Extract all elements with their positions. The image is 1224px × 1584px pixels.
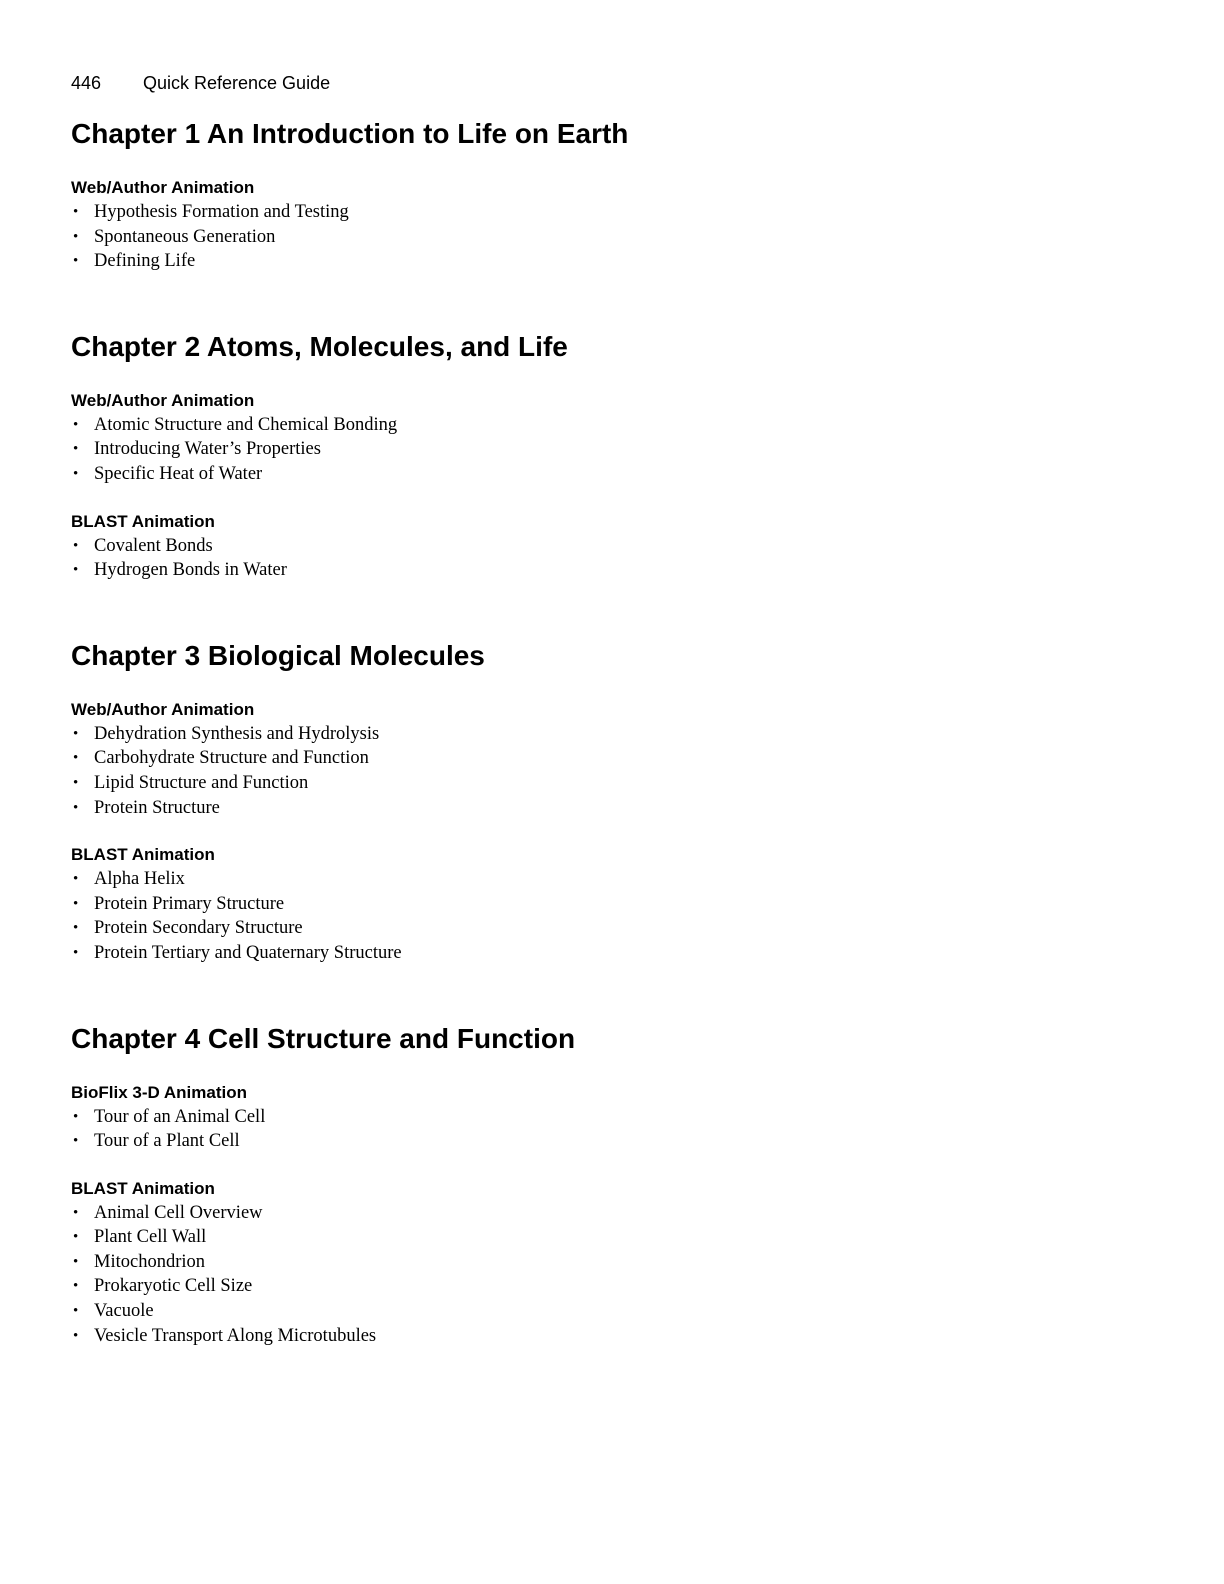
list-item <box>71 1250 1171 1275</box>
bullet-icon: • <box>73 228 79 245</box>
bullet-icon: • <box>73 537 79 554</box>
page-header <box>71 71 330 95</box>
list-item <box>71 1201 1171 1226</box>
animation-section <box>71 510 1171 583</box>
animation-list <box>71 722 1171 820</box>
animation-list <box>71 867 1171 965</box>
running-title: Quick Reference Guide <box>143 73 331 93</box>
animation-section <box>71 1081 1171 1154</box>
bullet-icon: • <box>73 1253 79 1270</box>
list-item-text: Vacuole <box>94 1301 154 1322</box>
bullet-icon: • <box>73 441 79 458</box>
list-item-text: Atomic Structure and Chemical Bonding <box>94 414 398 435</box>
list-item <box>71 796 1171 821</box>
section-title: Web/Author Animation <box>71 390 255 410</box>
list-item-text: Specific Heat of Water <box>94 463 263 484</box>
list-item-text: Covalent Bonds <box>94 535 213 556</box>
list-item <box>71 1299 1171 1324</box>
list-item <box>71 1274 1171 1299</box>
list-item <box>71 916 1171 941</box>
list-item <box>71 462 1171 487</box>
bullet-icon: • <box>73 253 79 270</box>
animation-section <box>71 176 1171 274</box>
section-title: Web/Author Animation <box>71 178 255 197</box>
animation-section <box>71 698 1171 820</box>
list-item <box>71 941 1171 966</box>
chapter-title: Chapter 2 Atoms, Molecules, and Life <box>71 330 568 362</box>
animation-list <box>71 534 1171 583</box>
list-item <box>71 1105 1171 1130</box>
list-item-text: Dehydration Synthesis and Hydrolysis <box>94 723 380 744</box>
list-item-text: Prokaryotic Cell Size <box>94 1276 253 1297</box>
list-item <box>71 892 1171 917</box>
section-title: BioFlix 3-D Animation <box>71 1082 247 1102</box>
list-item-text: Tour of an Animal Cell <box>94 1106 266 1127</box>
list-item-text: Animal Cell Overview <box>94 1202 263 1223</box>
list-item-text: Mitochondrion <box>94 1251 205 1272</box>
bullet-icon: • <box>73 774 79 791</box>
list-item <box>71 249 1171 274</box>
list-item-text: Carbohydrate Structure and Function <box>94 748 369 769</box>
bullet-icon: • <box>73 416 79 433</box>
bullet-icon: • <box>73 1327 79 1344</box>
bullet-icon: • <box>73 1108 79 1125</box>
chapter-title: Chapter 1 An Introduction to Life on Earth <box>71 118 629 149</box>
bullet-icon: • <box>73 562 79 579</box>
bullet-icon: • <box>73 871 79 888</box>
animation-section <box>71 843 1171 965</box>
list-item <box>71 437 1171 462</box>
bullet-icon: • <box>73 1278 79 1295</box>
list-item-text: Vesicle Transport Along Microtubules <box>94 1325 377 1346</box>
list-item-text: Lipid Structure and Function <box>94 772 309 793</box>
list-item <box>71 1129 1171 1154</box>
chapter-title: Chapter 3 Biological Molecules <box>71 639 485 671</box>
animation-list <box>71 1105 1171 1154</box>
animation-list <box>71 413 1171 487</box>
list-item <box>71 225 1171 250</box>
list-item-text: Plant Cell Wall <box>94 1227 207 1248</box>
bullet-icon: • <box>73 725 79 742</box>
animation-list <box>71 1201 1171 1349</box>
list-item <box>71 867 1171 892</box>
list-item <box>71 200 1171 225</box>
list-item <box>71 1225 1171 1250</box>
bullet-icon: • <box>73 1229 79 1246</box>
section-title: BLAST Animation <box>71 1178 215 1198</box>
list-item-text: Protein Tertiary and Quaternary Structure <box>94 942 402 963</box>
animation-list <box>71 200 1171 274</box>
list-item-text: Spontaneous Generation <box>94 226 276 247</box>
chapter-title: Chapter 4 Cell Structure and Function <box>71 1022 576 1054</box>
bullet-icon: • <box>73 895 79 912</box>
section-title: Web/Author Animation <box>71 699 255 719</box>
list-item <box>71 722 1171 747</box>
animation-section <box>71 1177 1171 1349</box>
list-item <box>71 1324 1171 1349</box>
chapter-4 <box>71 1019 1171 1349</box>
list-item-text: Tour of a Plant Cell <box>94 1131 240 1152</box>
page-number: 446 <box>71 73 102 93</box>
list-item <box>71 558 1171 583</box>
bullet-icon: • <box>73 750 79 767</box>
bullet-icon: • <box>73 1133 79 1150</box>
list-item-text: Hydrogen Bonds in Water <box>94 560 287 581</box>
list-item-text: Introducing Water’s Properties <box>94 439 321 460</box>
bullet-icon: • <box>73 1204 79 1221</box>
chapter-3 <box>71 636 1171 966</box>
list-item-text: Protein Secondary Structure <box>94 918 303 939</box>
section-title: BLAST Animation <box>71 845 215 865</box>
chapter-2 <box>71 327 1171 583</box>
chapter-1 <box>71 114 1171 274</box>
bullet-icon: • <box>73 799 79 816</box>
chapter-list <box>71 114 1171 1401</box>
list-item-text: Defining Life <box>94 251 196 272</box>
list-item-text: Hypothesis Formation and Testing <box>94 202 349 222</box>
section-title: BLAST Animation <box>71 511 215 531</box>
bullet-icon: • <box>73 1303 79 1320</box>
bullet-icon: • <box>73 920 79 937</box>
list-item-text: Protein Primary Structure <box>94 893 285 914</box>
list-item <box>71 746 1171 771</box>
list-item <box>71 534 1171 559</box>
list-item <box>71 771 1171 796</box>
list-item <box>71 413 1171 438</box>
list-item-text: Alpha Helix <box>94 869 185 890</box>
bullet-icon: • <box>73 944 79 961</box>
list-item-text: Protein Structure <box>94 797 220 818</box>
animation-section <box>71 389 1171 487</box>
bullet-icon: • <box>73 465 79 482</box>
bullet-icon: • <box>73 204 79 220</box>
